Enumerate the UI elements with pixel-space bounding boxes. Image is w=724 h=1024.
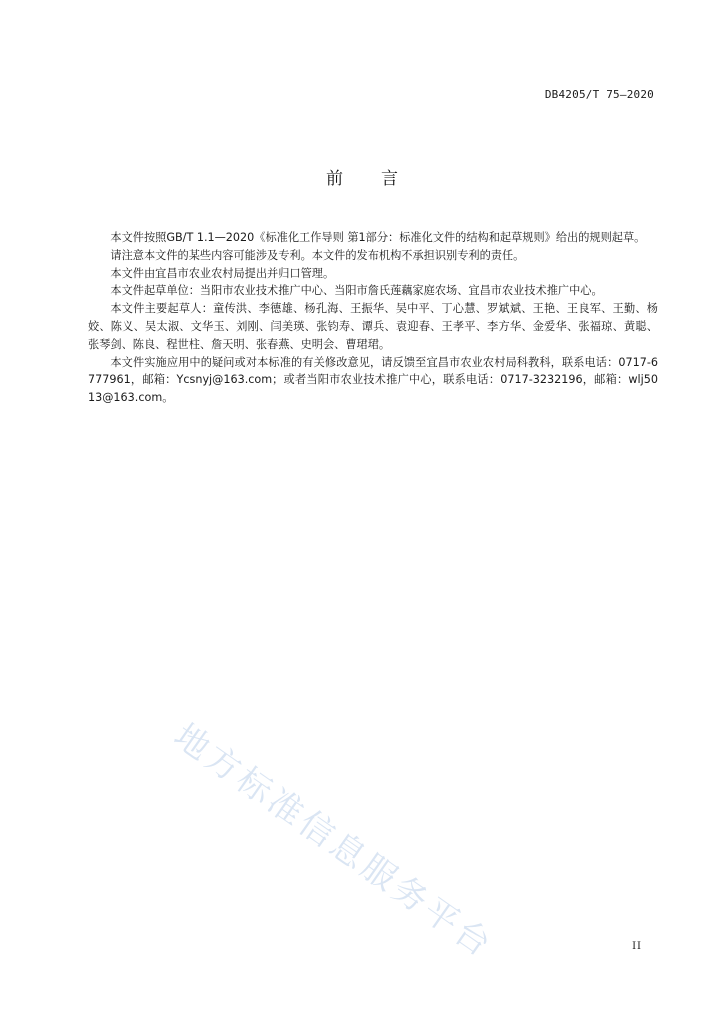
page-title: 前言 (326, 169, 436, 189)
paragraph-drafting-units: 本文件起草单位：当阳市农业技术推广中心、当阳市詹氏莲藕家庭农场、宜昌市农业技术推广中心。 (110, 284, 603, 298)
page-number: II (632, 941, 642, 952)
paragraph-drafting-rules: 本文件按照GB/T 1.1—2020《标准化工作导则 第1部分：标准化文件的结构和起草规则》给出的规则起草。 (110, 231, 646, 244)
paragraph-patent-notice: 请注意本文件的某些内容可能涉及专利。本文件的发布机构不承担识别专利的责任。 (110, 248, 525, 262)
watermark: 地方标准信息服务平台 (166, 715, 501, 967)
paragraph-drafters: 本文件主要起草人：童传洪、李德雄、杨孔海、王振华、吴中平、丁心慧、罗斌斌、王艳、王良军、王勤、杨姣、陈义、吴太淑、文华玉、刘刚、闫美瑛、张钧寿、谭兵、袁迎春、王孝平、李方华、金爱华、张福琼、黄聪、张琴剑、陈良、程世柱、詹天明、张春燕、史明会、曹珺珺。 (88, 302, 658, 351)
paragraph-proposer: 本文件由宜昌市农业农村局提出并归口管理。 (110, 266, 335, 280)
paragraph-contact: 本文件实施应用中的疑问或对本标准的有关修改意见，请反馈至宜昌市农业农村局科教科，联系电话：0717-6777961，邮箱：Ycsnyj@163.com；或者当阳市农业技术推广中心，联系电话：0717-3232196，邮箱：wlj5013@163.com。 (88, 355, 658, 405)
foreword-body (88, 229, 658, 407)
document-code: DB4205/T 75—2020 (544, 88, 654, 101)
